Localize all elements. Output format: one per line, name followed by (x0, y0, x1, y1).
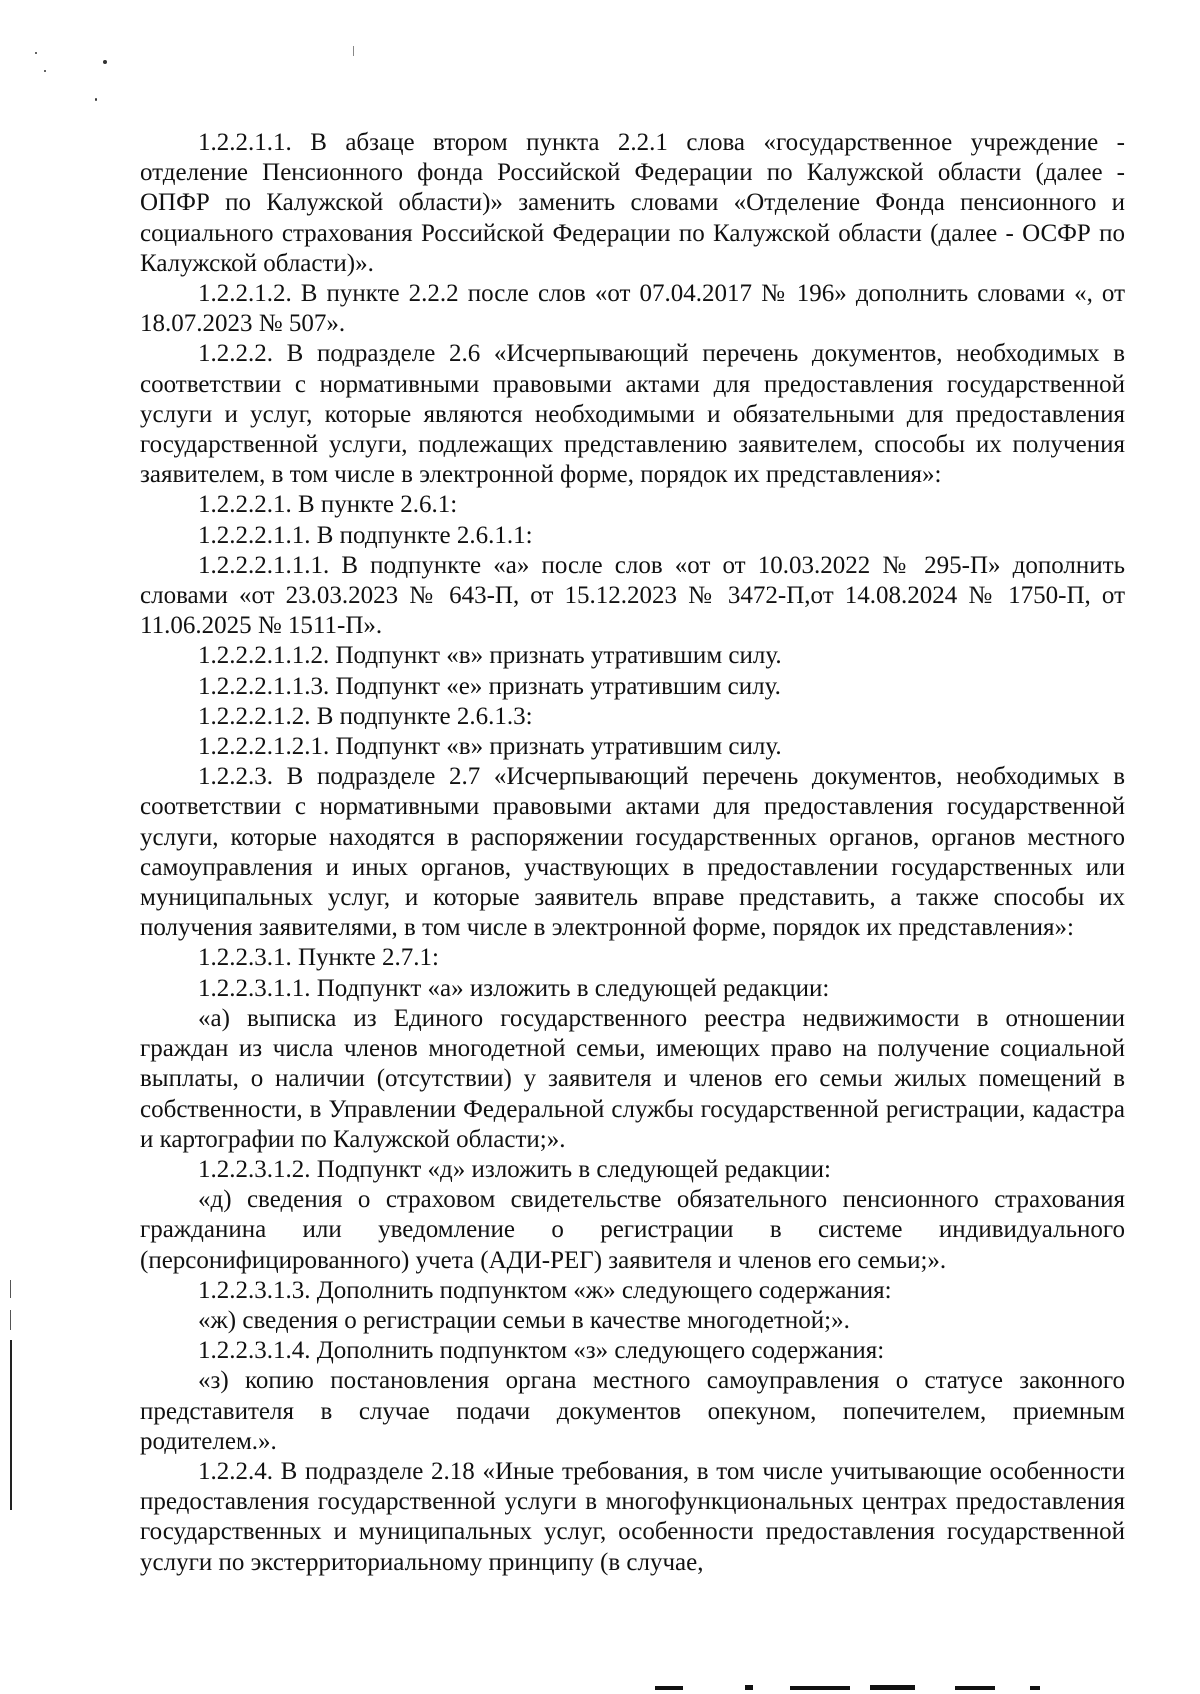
scan-mark (955, 1686, 995, 1690)
paragraph: 1.2.2.2.1.1. В подпункте 2.6.1.1: (198, 521, 533, 549)
paragraph: 1.2.2.1.1. В абзаце втором пункта 2.2.1 слова «государственное учреждение - отделение Пенсионного фонда Российской Федерации по Калужской области (далее - ОПФР по Калужской области)» заменить словами «Отделение Фонда пенсионного и социального страхования Российской Федерации по Калужской области (далее - ОСФР по Калужской области)». (140, 129, 1125, 277)
paragraph: 1.2.2.3.1.1. Подпункт «а» изложить в следующей редакции: (198, 974, 830, 1002)
paragraph: 1.2.2.3.1.2. Подпункт «д» изложить в следующей редакции: (198, 1155, 831, 1183)
scan-mark (790, 1686, 850, 1690)
paragraph: «д) сведения о страховом свидетельстве обязательного пенсионного страхования гражданина или уведомление о регистрации в системе индивидуального (персонифицированного) учета (АДИ-РЕГ) заявителя и членов его семьи;». (140, 1186, 1125, 1274)
paragraph: «ж) сведения о регистрации семьи в качестве многодетной;». (198, 1306, 850, 1334)
paragraph: 1.2.2.3.1. Пункте 2.7.1: (198, 944, 439, 972)
margin-line (10, 1280, 11, 1298)
scan-mark (655, 1686, 683, 1690)
paragraph: 1.2.2.2. В подразделе 2.6 «Исчерпывающий перечень документов, необходимых в соответствии с нормативными правовыми актами для предоставления государственной услуги и услуг, которые являются необходимыми и обязательными для предоставления государственной услуги, подлежащих представлению заявителем, способы их получения заявителем, в том числе в электронной форме, порядок их представления»: (140, 340, 1125, 489)
paragraph: 1.2.2.3.1.4. Дополнить подпунктом «з» следующего содержания: (198, 1337, 885, 1365)
paragraph: 1.2.2.2.1. В пункте 2.6.1: (198, 491, 458, 519)
paragraph: 1.2.2.2.1.1.2. Подпункт «в» признать утратившим силу. (198, 642, 782, 670)
paragraph: «з) копию постановления органа местного самоуправления о статусе законного представителя в случае подачи документов опекуном, попечителем, приемным родителем.». (140, 1367, 1125, 1455)
paragraph: 1.2.2.4. В подразделе 2.18 «Иные требования, в том числе учитывающие особенности предоставления государственной услуги в многофункциональных центрах предоставления государственных и муниципальных услуг, особенности предоставления государственной услуги по экстерриториальному принципу (в случае, (140, 1457, 1125, 1576)
scan-mark (870, 1685, 915, 1690)
scan-mark (1030, 1686, 1040, 1690)
margin-line (10, 1310, 11, 1330)
paragraph: 1.2.2.2.1.2. В подпункте 2.6.1.3: (198, 702, 533, 730)
paragraph: 1.2.2.2.1.1.3. Подпункт «е» признать утратившим силу. (198, 672, 781, 700)
paragraph: «а) выписка из Единого государственного реестра недвижимости в отношении граждан из числа членов многодетной семьи, имеющих право на получение социальной выплаты, о наличии (отсутствии) у заявителя и членов его семьи жилых помещений в собственности, в Управлении Федеральной службы государственной регистрации, кадастра и картографии по Калужской области;». (140, 1004, 1125, 1153)
paragraph: 1.2.2.1.2. В пункте 2.2.2 после слов «от 07.04.2017 № 196» дополнить словами «, от 18.07.2023 № 507». (140, 280, 1125, 338)
paragraph: 1.2.2.2.1.2.1. Подпункт «в» признать утратившим силу. (198, 733, 782, 761)
scan-speck (35, 52, 37, 54)
scan-speck (103, 60, 107, 64)
margin-line (10, 1340, 12, 1510)
scan-mark (353, 46, 354, 56)
document-body (140, 128, 1125, 1578)
paragraph: 1.2.2.3.1.3. Дополнить подпунктом «ж» следующего содержания: (198, 1276, 892, 1304)
scan-speck (95, 98, 97, 101)
scan-mark (745, 1685, 753, 1690)
paragraph: 1.2.2.3. В подразделе 2.7 «Исчерпывающий перечень документов, необходимых в соответствии с нормативными правовыми актами для предоставления государственной услуги, которые находятся в распоряжении государственных органов, органов местного самоуправления и иных органов, участвующих в предоставлении государственных или муниципальных услуг, и которые заявитель вправе представить, а также способы их получения заявителями, в том числе в электронной форме, порядок их представления»: (140, 763, 1125, 942)
scan-speck (44, 70, 46, 72)
paragraph: 1.2.2.2.1.1.1. В подпункте «а» после слов «от от 10.03.2022 № 295-П» дополнить словами «от 23.03.2023 № 643-П, от 15.12.2023 № 3472-П,от 14.08.2024 № 1750-П, от 11.06.2025 № 1511-П». (140, 551, 1125, 640)
